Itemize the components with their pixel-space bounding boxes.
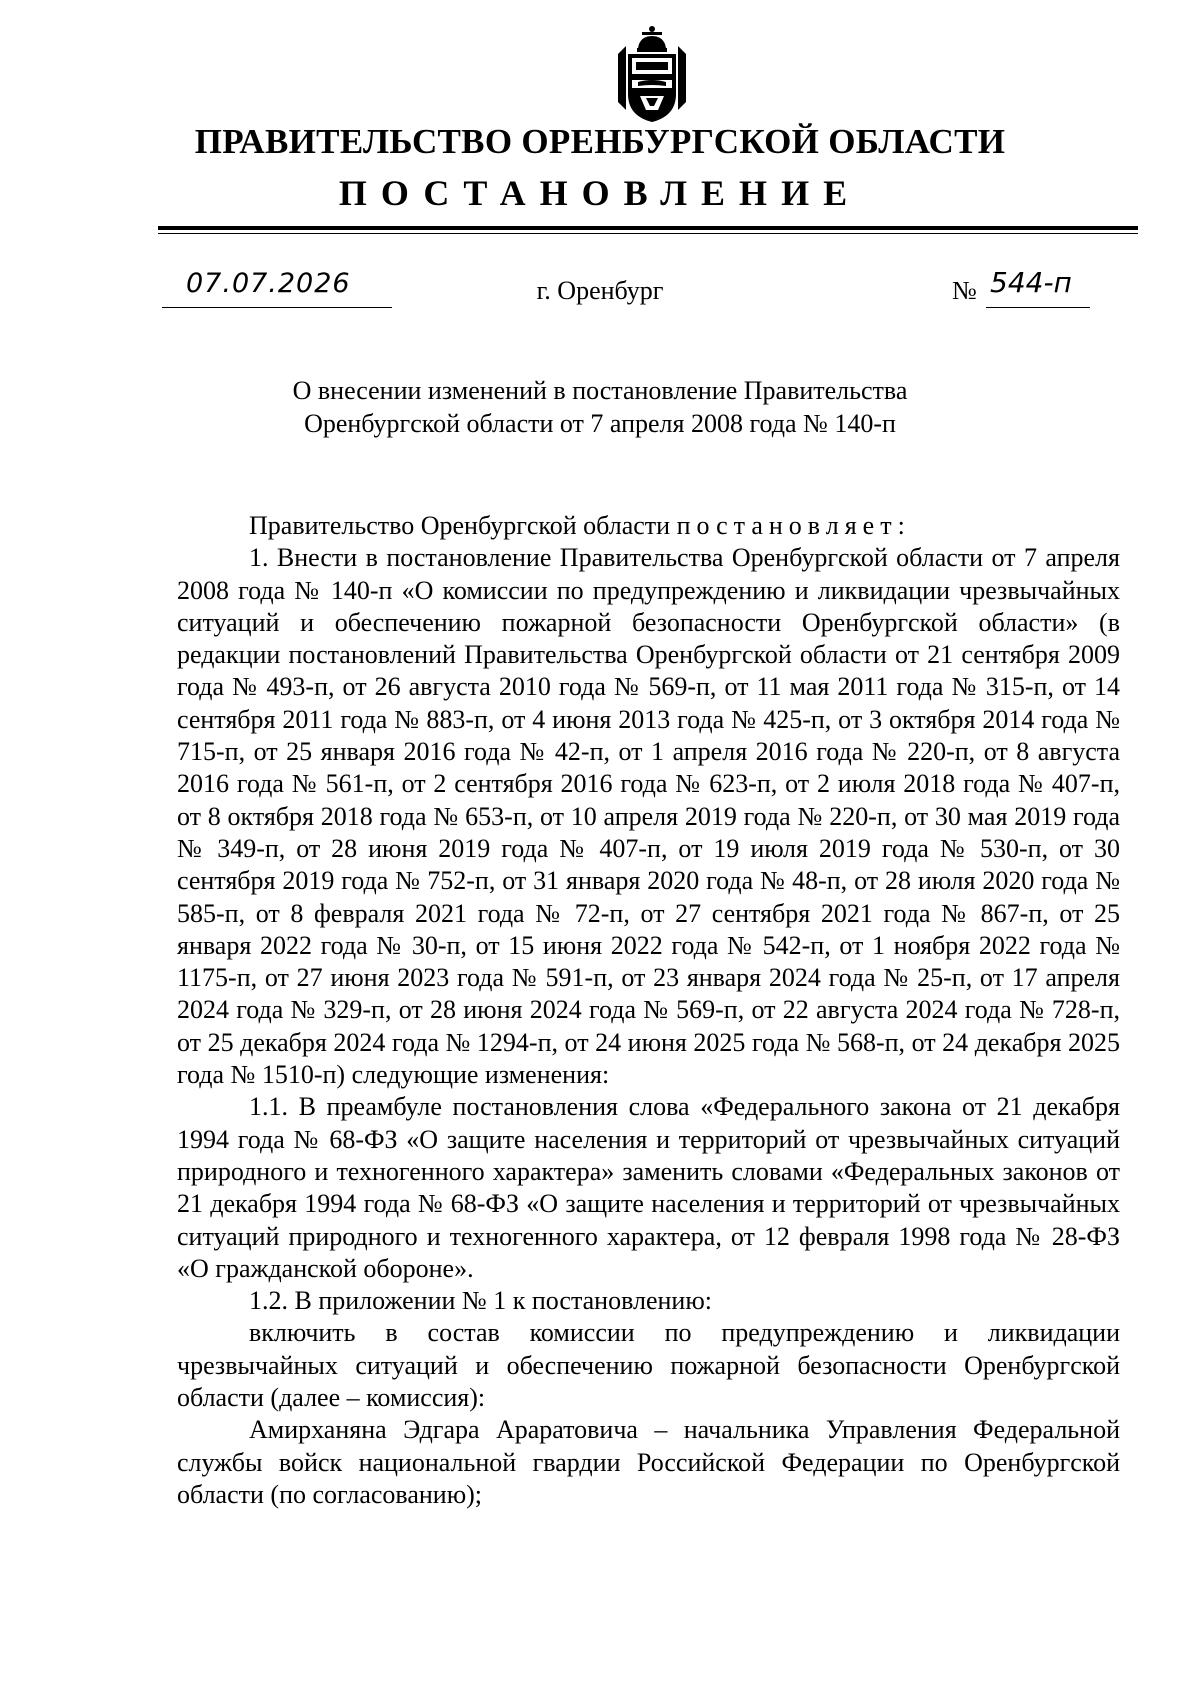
- header-rule-thin: [158, 233, 1138, 234]
- document-city: г. Оренбург: [536, 276, 664, 305]
- number-underline: [986, 307, 1090, 308]
- document-number: 544-п: [990, 266, 1072, 299]
- header-rule-thick: [158, 226, 1138, 230]
- coat-of-arms-icon: [612, 24, 692, 124]
- preamble-end: :: [897, 511, 905, 540]
- document-date: 07.07.2026: [186, 268, 351, 299]
- paragraph-1-2-include: включить в состав комиссии по предупреждению и ликвидации чрезвычайных ситуаций и обеспечению пожарной безопасности Оренбургской области (далее – комиссия):: [177, 1318, 1120, 1413]
- paragraph-1-2: 1.2. В приложении № 1 к постановлению:: [249, 1286, 712, 1316]
- paragraph-1: 1. Внести в постановление Правительства Оренбургской области от 7 апреля 2008 года № 140-п «О комиссии по предупреждению и ликвидации чрезвычайных ситуаций и обеспечению пожарной безопасности Оренбургской области» (в редакции постановлений Правительства Оренбургской области от 21 сентября 2009 года № 493-п, от 26 августа 2010 года № 569-п, от 11 мая 2011 года № 315-п, от 14 сентября 2011 года № 883-п, от 4 июня 2013 года № 425-п, от 3 октября 2014 года № 715-п, от 25 января 2016 года № 42-п, от 1 апреля 2016 года № 220-п, от 8 августа 2016 года № 561-п, от 2 сентября 2016 года № 623-п, от 2 июля 2018 года № 407-п, от 8 октября 2018 года № 653-п, от 10 апреля 2019 года № 220-п, от 30 мая 2019 года № 349-п, от 28 июня 2019 года № 407-п, от 19 июля 2019 года № 530-п, от 30 сентября 2019 года № 752-п, от 31 января 2020 года № 48-п, от 28 июля 2020 года № 585-п, от 8 февраля 2021 года № 72-п, от 27 сентября 2021 года № 867-п, от 25 января 2022 года № 30-п, от 15 июня 2022 года № 542-п, от 1 ноября 2022 года № 1175-п, от 27 июня 2023 года № 591-п, от 23 января 2024 года № 25-п, от 17 апреля 2024 года № 329-п, от 28 июня 2024 года № 569-п, от 22 августа 2024 года № 728-п, от 25 декабря 2024 года № 1294-п, от 24 июня 2025 года № 568-п, от 24 декабря 2025 года № 1510-п) следующие изменения:: [177, 543, 1120, 1090]
- number-sign: №: [952, 276, 977, 305]
- preamble-verb: постановляет: [676, 511, 898, 540]
- authority-title: ПРАВИТЕЛЬСТВО ОРЕНБУРГСКОЙ ОБЛАСТИ: [194, 122, 1006, 161]
- preamble-text: Правительство Оренбургской области: [249, 511, 677, 540]
- document-type: ПОСТАНОВЛЕНИЕ: [338, 173, 862, 213]
- document-subject: [0, 374, 1200, 440]
- document-body: [177, 510, 1120, 1511]
- preamble: [177, 510, 1120, 542]
- subject-line-2: Оренбургской области от 7 апреля 2008 года № 140-п: [304, 409, 896, 438]
- date-underline: [162, 307, 392, 308]
- paragraph-1-2-member: Амирханяна Эдгара Араратовича – начальника Управления Федеральной службы войск национальной гвардии Российской Федерации по Оренбургской области (по согласованию);: [177, 1415, 1120, 1509]
- subject-line-1: О внесении изменений в постановление Правительства: [292, 376, 908, 405]
- paragraph-1-1: 1.1. В преамбуле постановления слова «Федерального закона от 21 декабря 1994 года № 68-ФЗ «О защите населения и территорий от чрезвычайных ситуаций природного и техногенного характера» заменить словами «Федеральных законов от 21 декабря 1994 года № 68-ФЗ «О защите населения и территорий от чрезвычайных ситуаций природного и техногенного характера, от 12 февраля 1998 года № 28-ФЗ «О гражданской обороне».: [177, 1092, 1120, 1283]
